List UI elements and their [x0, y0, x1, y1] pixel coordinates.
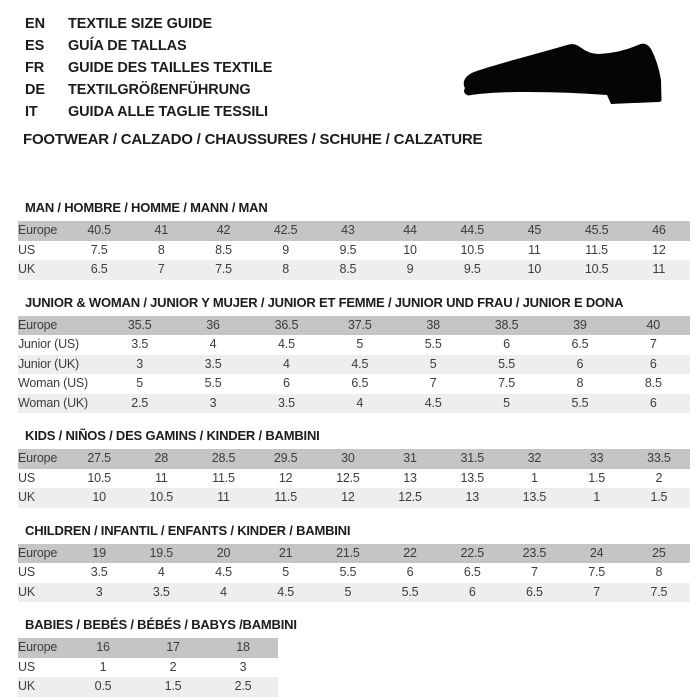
size-value: 22.5	[441, 544, 503, 564]
size-table	[18, 221, 690, 280]
size-value: 13.5	[441, 469, 503, 489]
size-value: 3.5	[68, 563, 130, 583]
size-value: 42	[192, 221, 254, 241]
size-value: 10	[379, 241, 441, 261]
size-value: 12.5	[317, 469, 379, 489]
section-title: CHILDREN / INFANTIL / ENFANTS / KINDER / BAMBINI	[25, 522, 351, 538]
size-value: 7	[566, 583, 628, 603]
size-value: 16	[68, 638, 138, 658]
size-value: 1.5	[566, 469, 628, 489]
size-value: 5.5	[470, 355, 543, 375]
row-label: Woman (UK)	[18, 394, 103, 414]
size-value: 6.5	[441, 563, 503, 583]
language-row	[25, 13, 700, 35]
table-row	[18, 241, 690, 261]
size-value: 31	[379, 449, 441, 469]
size-value: 1.5	[138, 677, 208, 697]
section-title: KIDS / NIÑOS / DES GAMINS / KINDER / BAMBINI	[25, 428, 320, 443]
size-value: 6	[470, 335, 543, 355]
size-value: 12.5	[379, 488, 441, 508]
size-value: 2	[138, 658, 208, 678]
size-value: 35.5	[103, 316, 176, 336]
size-value: 28	[130, 449, 192, 469]
size-value: 3.5	[130, 583, 192, 603]
size-value: 6.5	[323, 374, 396, 394]
size-value: 46	[628, 221, 690, 241]
size-value: 5.5	[176, 374, 249, 394]
size-value: 8	[255, 260, 317, 280]
size-value: 0.5	[68, 677, 138, 697]
size-value: 11.5	[192, 469, 254, 489]
size-section	[18, 201, 690, 280]
size-value: 10.5	[441, 241, 503, 261]
size-value: 3	[68, 583, 130, 603]
size-value: 8.5	[317, 260, 379, 280]
size-value: 12	[628, 241, 690, 261]
size-value: 4	[176, 335, 249, 355]
size-value: 10.5	[68, 469, 130, 489]
size-value: 4	[130, 563, 192, 583]
size-value: 6	[250, 374, 323, 394]
size-value: 18	[208, 638, 278, 658]
size-value: 5	[317, 583, 379, 603]
size-value: 1	[503, 469, 565, 489]
row-label: Europe	[18, 221, 68, 241]
size-value: 8.5	[192, 241, 254, 261]
size-value: 10	[68, 488, 130, 508]
size-value: 41	[130, 221, 192, 241]
size-value: 13	[379, 469, 441, 489]
size-value: 6	[617, 355, 690, 375]
section-title: BABIES / BEBÉS / BÉBÉS / BABYS /BAMBINI	[25, 617, 297, 632]
language-code: DE	[25, 82, 45, 98]
size-value: 4	[250, 355, 323, 375]
size-value: 5.5	[397, 335, 470, 355]
row-label: Europe	[18, 638, 68, 658]
size-value: 1	[566, 488, 628, 508]
table-row	[18, 374, 690, 394]
size-value: 9	[379, 260, 441, 280]
table-row	[18, 355, 690, 375]
size-value: 4	[323, 394, 396, 414]
size-value: 6.5	[68, 260, 130, 280]
language-code: EN	[25, 16, 45, 32]
size-value: 5	[103, 374, 176, 394]
size-value: 33.5	[628, 449, 690, 469]
size-value: 5.5	[317, 563, 379, 583]
size-value: 9.5	[317, 241, 379, 261]
size-value: 38	[397, 316, 470, 336]
table-row	[18, 449, 690, 469]
shoe-icon-path	[464, 44, 662, 104]
size-value: 40	[617, 316, 690, 336]
table-row	[18, 469, 690, 489]
size-value: 36.5	[250, 316, 323, 336]
table-row	[18, 563, 690, 583]
size-section	[18, 524, 690, 603]
size-value: 7	[503, 563, 565, 583]
size-value: 40.5	[68, 221, 130, 241]
size-value: 37.5	[323, 316, 396, 336]
size-value: 7	[397, 374, 470, 394]
size-value: 20	[192, 544, 254, 564]
size-table	[18, 449, 690, 508]
language-title: TEXTILE SIZE GUIDE	[68, 16, 213, 32]
size-value: 25	[628, 544, 690, 564]
size-value: 19	[68, 544, 130, 564]
size-section	[18, 296, 690, 414]
size-value: 19.5	[130, 544, 192, 564]
size-value: 9	[255, 241, 317, 261]
size-value: 5.5	[543, 394, 616, 414]
size-value: 5	[470, 394, 543, 414]
size-value: 6	[617, 394, 690, 414]
row-label: US	[18, 241, 68, 261]
size-value: 11	[130, 469, 192, 489]
size-value: 42.5	[255, 221, 317, 241]
size-value: 36	[176, 316, 249, 336]
size-tables	[18, 201, 690, 697]
size-value: 7.5	[68, 241, 130, 261]
size-value: 8	[543, 374, 616, 394]
size-value: 5.5	[379, 583, 441, 603]
size-value: 39	[543, 316, 616, 336]
row-label: Europe	[18, 544, 68, 564]
size-value: 4.5	[323, 355, 396, 375]
size-value: 6	[379, 563, 441, 583]
size-value: 2	[628, 469, 690, 489]
size-value: 2.5	[208, 677, 278, 697]
size-value: 27.5	[68, 449, 130, 469]
size-value: 4.5	[250, 335, 323, 355]
size-value: 3.5	[103, 335, 176, 355]
size-value: 5	[323, 335, 396, 355]
size-value: 3	[208, 658, 278, 678]
size-value: 11	[192, 488, 254, 508]
size-value: 45.5	[566, 221, 628, 241]
size-value: 12	[255, 469, 317, 489]
table-row	[18, 335, 690, 355]
size-table	[18, 316, 690, 414]
table-row	[18, 677, 278, 697]
size-value: 2.5	[103, 394, 176, 414]
size-value: 29.5	[255, 449, 317, 469]
language-title: GUÍA DE TALLAS	[68, 38, 187, 54]
size-value: 10	[503, 260, 565, 280]
size-value: 38.5	[470, 316, 543, 336]
size-value: 7.5	[628, 583, 690, 603]
size-value: 3.5	[250, 394, 323, 414]
table-row	[18, 583, 690, 603]
size-value: 7.5	[470, 374, 543, 394]
section-title: JUNIOR & WOMAN / JUNIOR Y MUJER / JUNIOR ET FEMME / JUNIOR UND FRAU / JUNIOR E DONA	[25, 294, 624, 310]
language-title: GUIDE DES TAILLES TEXTILE	[68, 60, 273, 76]
size-value: 7.5	[192, 260, 254, 280]
size-value: 10.5	[566, 260, 628, 280]
row-label: Junior (US)	[18, 335, 103, 355]
size-value: 11	[628, 260, 690, 280]
size-value: 21.5	[317, 544, 379, 564]
size-value: 24	[566, 544, 628, 564]
row-label: Woman (US)	[18, 374, 103, 394]
row-label: Junior (UK)	[18, 355, 103, 375]
row-label: US	[18, 658, 68, 678]
language-title: TEXTILGRÖßENFÜHRUNG	[68, 82, 251, 98]
size-value: 5	[255, 563, 317, 583]
size-value: 28.5	[192, 449, 254, 469]
table-row	[18, 658, 278, 678]
size-value: 7.5	[566, 563, 628, 583]
size-value: 6	[543, 355, 616, 375]
table-row	[18, 260, 690, 280]
size-value: 12	[317, 488, 379, 508]
size-value: 22	[379, 544, 441, 564]
table-row	[18, 316, 690, 336]
table-row	[18, 394, 690, 414]
size-value: 33	[566, 449, 628, 469]
size-value: 6.5	[543, 335, 616, 355]
size-table	[18, 638, 278, 697]
table-row	[18, 638, 278, 658]
size-section	[18, 429, 690, 508]
row-label: Europe	[18, 449, 68, 469]
size-value: 17	[138, 638, 208, 658]
size-value: 4.5	[255, 583, 317, 603]
size-value: 3	[103, 355, 176, 375]
size-value: 7	[130, 260, 192, 280]
header	[0, 0, 700, 150]
size-value: 13.5	[503, 488, 565, 508]
category-line: FOOTWEAR / CALZADO / CHAUSSURES / SCHUHE / CALZATURE	[23, 131, 483, 148]
size-value: 11.5	[255, 488, 317, 508]
size-value: 8	[628, 563, 690, 583]
size-value: 6.5	[503, 583, 565, 603]
size-value: 3.5	[176, 355, 249, 375]
table-row	[18, 221, 690, 241]
language-code: IT	[25, 104, 38, 120]
size-value: 9.5	[441, 260, 503, 280]
size-value: 10.5	[130, 488, 192, 508]
size-value: 23.5	[503, 544, 565, 564]
size-value: 6	[441, 583, 503, 603]
language-code: ES	[25, 38, 45, 54]
size-value: 30	[317, 449, 379, 469]
size-value: 21	[255, 544, 317, 564]
row-label: US	[18, 469, 68, 489]
size-value: 8	[130, 241, 192, 261]
row-label: UK	[18, 260, 68, 280]
size-value: 5	[397, 355, 470, 375]
row-label: US	[18, 563, 68, 583]
size-value: 45	[503, 221, 565, 241]
size-value: 8.5	[617, 374, 690, 394]
size-section	[18, 618, 690, 697]
row-label: UK	[18, 488, 68, 508]
size-value: 3	[176, 394, 249, 414]
size-value: 44	[379, 221, 441, 241]
language-title: GUIDA ALLE TAGLIE TESSILI	[68, 104, 268, 120]
language-code: FR	[25, 60, 45, 76]
size-value: 1	[68, 658, 138, 678]
row-label: UK	[18, 583, 68, 603]
size-value: 7	[617, 335, 690, 355]
size-value: 1.5	[628, 488, 690, 508]
size-value: 32	[503, 449, 565, 469]
size-table	[18, 544, 690, 603]
section-title: MAN / HOMBRE / HOMME / MANN / MAN	[25, 200, 268, 215]
size-value: 4	[192, 583, 254, 603]
size-value: 4.5	[397, 394, 470, 414]
size-value: 11.5	[566, 241, 628, 261]
table-row	[18, 544, 690, 564]
size-value: 31.5	[441, 449, 503, 469]
size-value: 44.5	[441, 221, 503, 241]
size-value: 13	[441, 488, 503, 508]
shoe-icon	[462, 42, 664, 108]
size-value: 4.5	[192, 563, 254, 583]
row-label: Europe	[18, 316, 103, 336]
table-row	[18, 488, 690, 508]
size-value: 11	[503, 241, 565, 261]
row-label: UK	[18, 677, 68, 697]
size-value: 43	[317, 221, 379, 241]
